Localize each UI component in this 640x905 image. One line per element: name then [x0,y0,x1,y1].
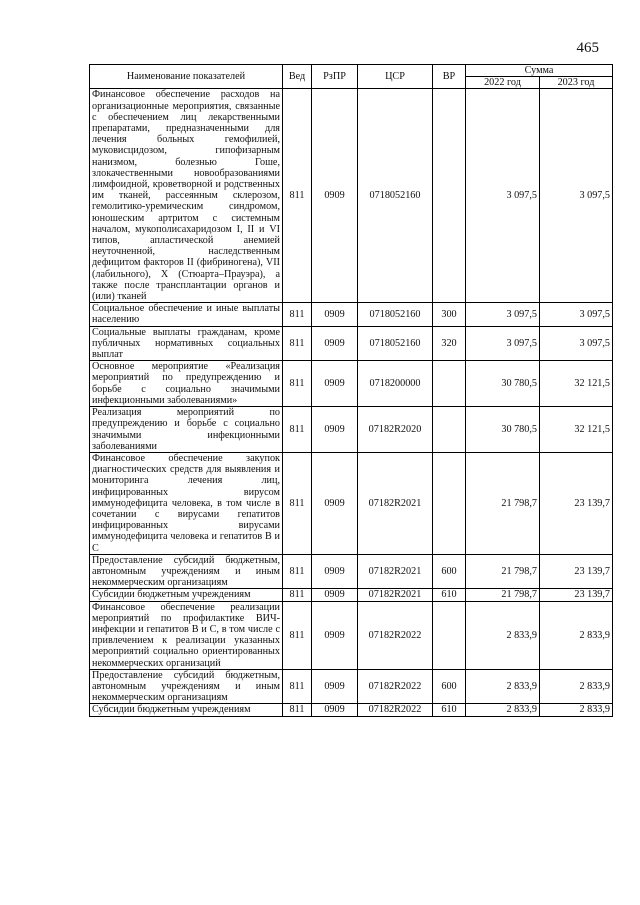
row-sum-2023-cell: 32 121,5 [540,361,613,407]
row-ved-cell: 811 [283,452,312,554]
row-ved-cell: 811 [283,303,312,326]
row-vr-cell: 600 [433,554,466,589]
row-sum-2023-cell: 3 097,5 [540,326,613,361]
row-rzpr-cell: 0909 [312,704,358,716]
row-sum-2022-cell: 2 833,9 [466,704,540,716]
row-ved-cell: 811 [283,589,312,601]
row-sum-2022-cell: 30 780,5 [466,361,540,407]
header-csr: ЦСР [358,65,433,89]
row-ved-cell: 811 [283,601,312,669]
table-row [90,89,613,303]
row-csr-cell: 07182R2021 [358,589,433,601]
table-row [90,669,613,704]
row-sum-2022-cell: 2 833,9 [466,669,540,704]
row-sum-2023-cell: 2 833,9 [540,704,613,716]
header-rzpr: РзПР [312,65,358,89]
row-sum-2023-cell: 3 097,5 [540,89,613,303]
row-name-cell: Субсидии бюджетным учреждениям [90,589,283,601]
row-name-cell: Финансовое обеспечение расходов на организационные мероприятия, связанные с обеспечением лиц лекарственными препаратами, предназначенными для лечения больных гемофилией, муковисцидозом, гипофизарным нанизмом, болезнью Гоше, злокачественными новообразованиями лимфоидной, кроветворной и родственных им тканей, рассеянным склерозом, гемолитико-уремическим синдромом, юношеским артритом с системным началом, мукополисахаридозом I, II и VI типов, апластической анемией неуточненной, наследственным дефицитом факторов II (фибриногена), VII (лабильного), X (Стюарта–Прауэра), а также после трансплантации органов и (или) тканей [90,89,283,303]
row-name-cell: Социальные выплаты гражданам, кроме публичных нормативных социальных выплат [90,326,283,361]
row-name-cell: Предоставление субсидий бюджетным, автономным учреждениям и иным некоммерческим организациям [90,669,283,704]
table-row [90,326,613,361]
row-ved-cell: 811 [283,361,312,407]
row-sum-2023-cell: 32 121,5 [540,407,613,453]
row-ved-cell: 811 [283,669,312,704]
row-rzpr-cell: 0909 [312,452,358,554]
table-row [90,589,613,601]
row-rzpr-cell: 0909 [312,589,358,601]
row-rzpr-cell: 0909 [312,361,358,407]
row-ved-cell: 811 [283,704,312,716]
table-row [90,704,613,716]
row-sum-2022-cell: 30 780,5 [466,407,540,453]
row-rzpr-cell: 0909 [312,303,358,326]
row-csr-cell: 07182R2022 [358,704,433,716]
row-vr-cell: 600 [433,669,466,704]
header-year-2023: 2023 год [540,77,613,89]
header-ved: Вед [283,65,312,89]
row-vr-cell [433,89,466,303]
row-sum-2023-cell: 23 139,7 [540,554,613,589]
row-name-cell: Социальное обеспечение и иные выплаты населению [90,303,283,326]
row-sum-2023-cell: 23 139,7 [540,452,613,554]
row-name-cell: Финансовое обеспечение реализации мероприятий по профилактике ВИЧ-инфекции и гепатитов В и С, в том числе с привлечением к реализации указанных мероприятий социально ориентированных некоммерческих организаций [90,601,283,669]
row-csr-cell: 0718200000 [358,361,433,407]
row-vr-cell [433,452,466,554]
row-vr-cell: 300 [433,303,466,326]
row-vr-cell: 320 [433,326,466,361]
table-row [90,554,613,589]
row-vr-cell: 610 [433,704,466,716]
row-rzpr-cell: 0909 [312,407,358,453]
row-sum-2023-cell: 2 833,9 [540,601,613,669]
row-name-cell: Субсидии бюджетным учреждениям [90,704,283,716]
row-ved-cell: 811 [283,407,312,453]
table-row [90,452,613,554]
table-row [90,361,613,407]
row-sum-2023-cell: 3 097,5 [540,303,613,326]
row-csr-cell: 07182R2020 [358,407,433,453]
row-ved-cell: 811 [283,89,312,303]
header-name: Наименование показателей [90,65,283,89]
row-sum-2023-cell: 23 139,7 [540,589,613,601]
row-csr-cell: 0718052160 [358,326,433,361]
header-sum: Сумма [466,65,613,77]
row-csr-cell: 07182R2022 [358,669,433,704]
row-sum-2022-cell: 21 798,7 [466,589,540,601]
page-number: 465 [576,40,599,56]
row-vr-cell: 610 [433,589,466,601]
row-sum-2022-cell: 21 798,7 [466,554,540,589]
row-name-cell: Предоставление субсидий бюджетным, автономным учреждениям и иным некоммерческим организациям [90,554,283,589]
row-sum-2022-cell: 3 097,5 [466,326,540,361]
row-ved-cell: 811 [283,326,312,361]
row-sum-2022-cell: 21 798,7 [466,452,540,554]
table-row [90,407,613,453]
row-rzpr-cell: 0909 [312,326,358,361]
row-ved-cell: 811 [283,554,312,589]
row-csr-cell: 0718052160 [358,303,433,326]
row-csr-cell: 07182R2021 [358,554,433,589]
row-rzpr-cell: 0909 [312,669,358,704]
header-year-2022: 2022 год [466,77,540,89]
row-name-cell: Финансовое обеспечение закупок диагностических средств для выявления и мониторинга лечения лиц, инфицированных вирусом иммунодефицита человека, в том числе в сочетании с вирусами гепатитов инфицированных вирусами иммунодефицита человека и гепатитов В и С [90,452,283,554]
row-vr-cell [433,361,466,407]
table-row [90,601,613,669]
row-rzpr-cell: 0909 [312,89,358,303]
row-sum-2022-cell: 2 833,9 [466,601,540,669]
row-vr-cell [433,407,466,453]
row-name-cell: Реализация мероприятий по предупреждению и борьбе с социально значимыми инфекционными заболеваниями [90,407,283,453]
row-csr-cell: 0718052160 [358,89,433,303]
table-row [90,303,613,326]
row-name-cell: Основное мероприятие «Реализация мероприятий по предупреждению и борьбе с социально значимыми инфекционными заболеваниями» [90,361,283,407]
row-csr-cell: 07182R2021 [358,452,433,554]
row-vr-cell [433,601,466,669]
row-rzpr-cell: 0909 [312,554,358,589]
row-rzpr-cell: 0909 [312,601,358,669]
row-sum-2023-cell: 2 833,9 [540,669,613,704]
header-vr: ВР [433,65,466,89]
row-sum-2022-cell: 3 097,5 [466,89,540,303]
row-sum-2022-cell: 3 097,5 [466,303,540,326]
row-csr-cell: 07182R2022 [358,601,433,669]
budget-table [89,64,613,717]
